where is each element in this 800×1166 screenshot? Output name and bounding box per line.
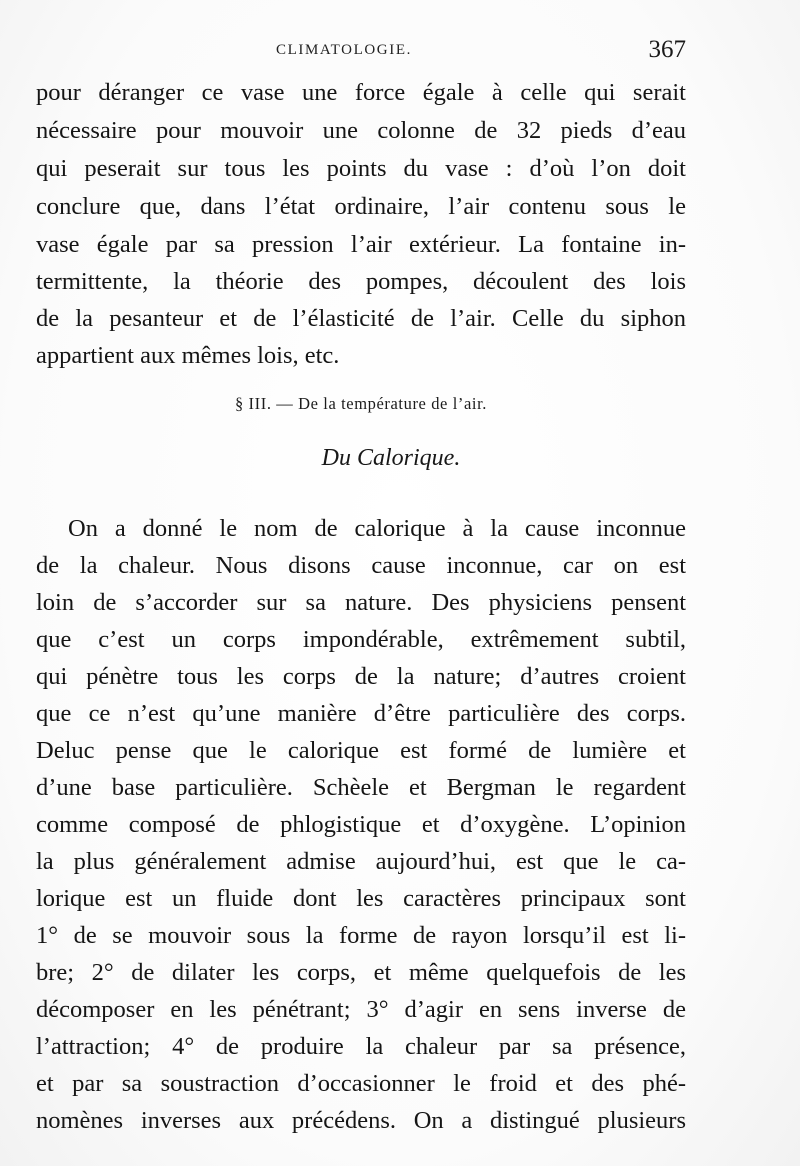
text-line: lorique est un fluide dont les caractères principaux sont	[36, 885, 686, 912]
text-line: comme composé de phlogistique et d’oxygène. L’opinion	[36, 811, 686, 838]
text-line: 1° de se mouvoir sous la forme de rayon lorsqu’il est li-	[36, 922, 686, 949]
text-line: conclure que, dans l’état ordinaire, l’air contenu sous le	[36, 193, 686, 220]
text-line: Deluc pense que le calorique est formé de lumière et	[36, 737, 686, 764]
text-line: nécessaire pour mouvoir une colonne de 32 pieds d’eau	[36, 117, 686, 144]
text-line: qui peserait sur tous les points du vase : d’où l’on doit	[36, 155, 686, 182]
text-line: qui pénètre tous les corps de la nature; d’autres croient	[36, 663, 686, 690]
section-heading: § III. — De la température de l’air.	[234, 394, 488, 413]
text-line: pour déranger ce vase une force égale à celle qui serait	[36, 79, 686, 106]
text-line: de la chaleur. Nous disons cause inconnue, car on est	[36, 552, 686, 579]
text-line: loin de s’accorder sur sa nature. Des physiciens pensent	[36, 589, 686, 616]
text-line: la plus généralement admise aujourd’hui, est que le ca-	[36, 848, 686, 875]
text-line: appartient aux mêmes lois, etc.	[36, 342, 340, 369]
text-line: vase égale par sa pression l’air extérieur. La fontaine in-	[36, 231, 686, 258]
text-line: l’attraction; 4° de produire la chaleur par sa présence,	[36, 1033, 686, 1060]
text-line: que c’est un corps impondérable, extrêmement subtil,	[36, 626, 686, 653]
text-line: d’une base particulière. Schèele et Bergman le regardent	[36, 774, 686, 801]
section-subheading: Du Calorique.	[321, 445, 461, 471]
page-header	[36, 36, 686, 66]
text-line: et par sa soustraction d’occasionner le froid et des phé-	[36, 1070, 686, 1097]
text-line: On a donné le nom de calorique à la cause inconnue	[68, 515, 686, 542]
text-line: décomposer en les pénétrant; 3° d’agir en sens inverse de	[36, 996, 686, 1023]
text-line: termittente, la théorie des pompes, découlent des lois	[36, 268, 686, 295]
page-number: 367	[648, 36, 686, 63]
running-title: CLIMATOLOGIE.	[276, 42, 412, 58]
text-line: nomènes inverses aux précédens. On a distingué plusieurs	[36, 1107, 686, 1134]
text-line: de la pesanteur et de l’élasticité de l’air. Celle du siphon	[36, 305, 686, 332]
text-line: que ce n’est qu’une manière d’être particulière des corps.	[36, 700, 686, 727]
text-line: bre; 2° de dilater les corps, et même quelquefois de les	[36, 959, 686, 986]
